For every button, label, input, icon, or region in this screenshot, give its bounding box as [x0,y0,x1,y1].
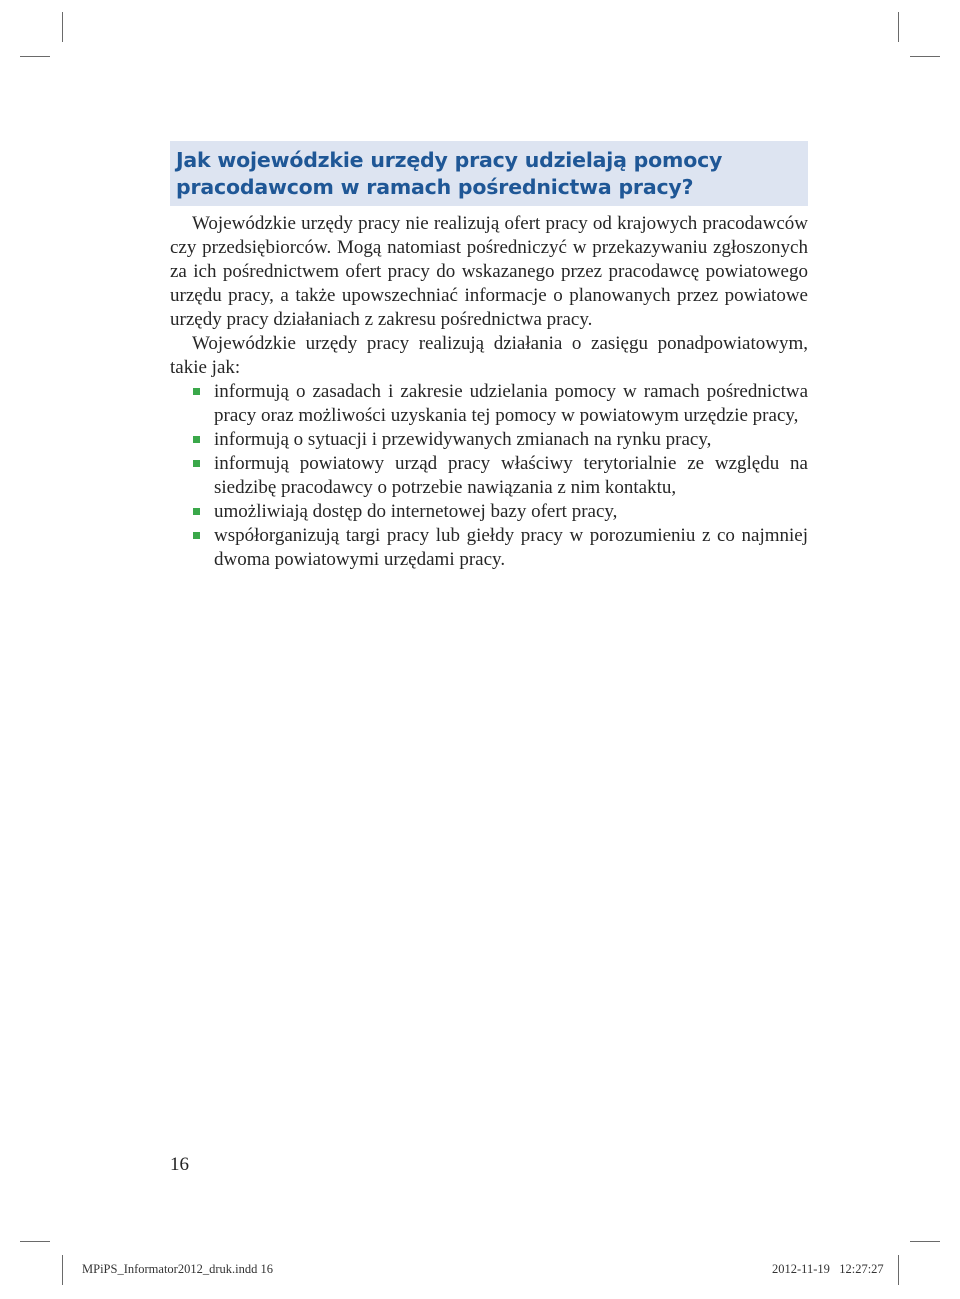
crop-mark [62,12,63,42]
list-item-text: informują o sytuacji i przewidywanych zmianach na rynku pracy, [214,429,712,450]
page-number: 16 [170,1154,189,1175]
bullet-square-icon [193,436,200,443]
heading-line-1: Jak wojewódzkie urzędy pracy udzielają pomocy [176,148,723,172]
section-heading [176,147,802,201]
crop-mark [910,56,940,57]
list-item-text: współorganizują targi pracy lub giełdy pracy w porozumieniu z co najmniej dwoma powiatowymi urzędami pracy. [214,525,808,570]
list-item-text: umożliwiają dostęp do internetowej bazy ofert pracy, [214,501,618,522]
paragraph: Wojewódzkie urzędy pracy nie realizują ofert pracy od krajowych pracodawców czy przedsiębiorców. Mogą natomiast pośredniczyć w przekazywaniu zgłoszonych za ich pośrednictwem ofert pracy do wskazanego przez pracodawcę powiatowego urzędu pracy, a także upowszechniać informacje o planowanych przez powiatowe urzędy pracy działaniach z zakresu pośrednictwa pracy. [170,213,808,330]
crop-mark [20,1241,50,1242]
bullet-square-icon [193,532,200,539]
bullet-square-icon [193,508,200,515]
crop-mark [62,1255,63,1285]
list-item [170,452,808,500]
heading-line-2: pracodawcom w ramach pośrednictwa pracy? [176,175,694,199]
bullet-square-icon [193,460,200,467]
list-item [170,380,808,428]
section-heading-box [170,141,808,206]
crop-mark [898,1255,899,1285]
body-text [170,212,808,572]
list-item-text: informują o zasadach i zakresie udzielania pomocy w ramach pośrednictwa pracy oraz możliwości uzyskania tej pomocy w powiatowym urzędzie pracy, [214,381,808,426]
crop-mark [20,56,50,57]
list-item-text: informują powiatowy urząd pracy właściwy terytorialnie ze względu na siedzibę pracodawcy o potrzebie nawiązania z nim kontaktu, [214,453,808,498]
list-item [170,428,808,452]
crop-mark [898,12,899,42]
list-item [170,500,808,524]
list-item [170,524,808,572]
slug-file-name: MPiPS_Informator2012_druk.indd 16 [82,1262,273,1276]
crop-mark [910,1241,940,1242]
bullet-list [170,380,808,572]
slug-timestamp: 2012-11-19 12:27:27 [772,1262,884,1276]
bullet-square-icon [193,388,200,395]
paragraph: Wojewódzkie urzędy pracy realizują działania o zasięgu ponadpowiatowym, takie jak: [170,333,808,378]
